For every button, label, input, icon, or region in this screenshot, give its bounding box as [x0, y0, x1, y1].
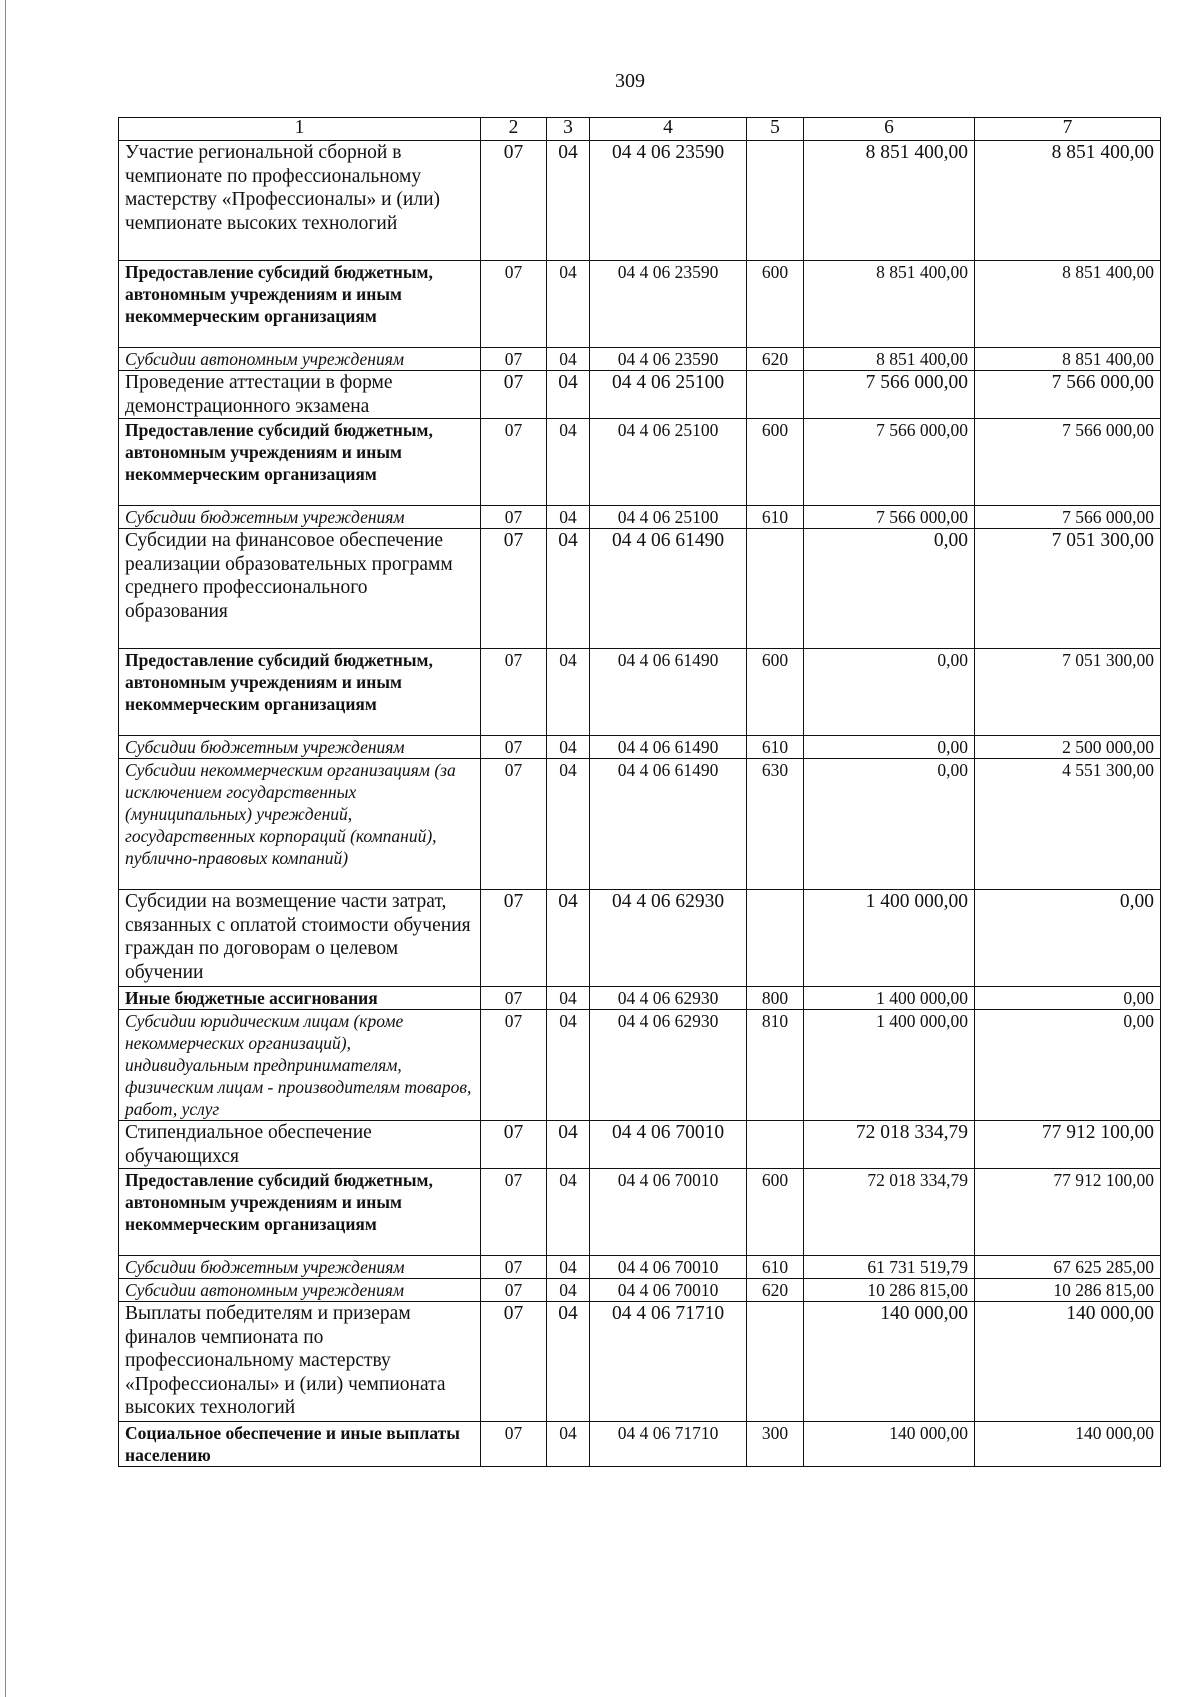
- row-value-cell-c7: 7 566 000,00: [975, 506, 1161, 529]
- row-value-cell-c2: 07: [481, 1302, 547, 1422]
- row-value-cell-c4: 04 4 06 70010: [590, 1256, 747, 1279]
- row-value-cell-c5: [747, 371, 804, 419]
- table-row: [119, 1121, 1161, 1169]
- row-name-cell: Субсидии бюджетным учреждениям: [119, 736, 481, 759]
- row-name-cell: Субсидии автономным учреждениям: [119, 1279, 481, 1302]
- column-header: 2: [481, 118, 547, 141]
- table-header-row: [119, 118, 1161, 141]
- row-value-cell-c2: 07: [481, 419, 547, 506]
- row-value-cell-c6: 0,00: [804, 736, 975, 759]
- row-value-cell-c7: 0,00: [975, 987, 1161, 1010]
- row-value-cell-c4: 04 4 06 71710: [590, 1422, 747, 1467]
- table-row: [119, 1010, 1161, 1121]
- row-value-cell-c7: 8 851 400,00: [975, 141, 1161, 261]
- row-value-cell-c4: 04 4 06 61490: [590, 649, 747, 736]
- row-value-cell-c5: 610: [747, 1256, 804, 1279]
- table-row: [119, 1169, 1161, 1256]
- row-value-cell-c2: 07: [481, 649, 547, 736]
- row-value-cell-c3: 04: [547, 529, 590, 649]
- row-value-cell-c4: 04 4 06 61490: [590, 736, 747, 759]
- row-value-cell-c5: 620: [747, 348, 804, 371]
- table-row: [119, 506, 1161, 529]
- row-value-cell-c6: 7 566 000,00: [804, 371, 975, 419]
- scan-edge-line: [5, 0, 6, 1697]
- row-value-cell-c6: 10 286 815,00: [804, 1279, 975, 1302]
- row-value-cell-c4: 04 4 06 23590: [590, 141, 747, 261]
- page-number: 309: [615, 70, 645, 92]
- row-name-cell: Субсидии юридическим лицам (кроме некоммерческих организаций), индивидуальным предпринимателям, физическим лицам - производителям товаров, работ, услуг: [119, 1010, 481, 1121]
- row-name-cell: Иные бюджетные ассигнования: [119, 987, 481, 1010]
- row-value-cell-c4: 04 4 06 25100: [590, 371, 747, 419]
- row-value-cell-c6: 7 566 000,00: [804, 506, 975, 529]
- row-name-cell: Предоставление субсидий бюджетным, автономным учреждениям и иным некоммерческим организациям: [119, 1169, 481, 1256]
- row-value-cell-c2: 07: [481, 506, 547, 529]
- row-name-cell: Выплаты победителям и призерам финалов чемпионата по профессиональному мастерству «Профессионалы» и (или) чемпионата высоких технологий: [119, 1302, 481, 1422]
- column-header: 7: [975, 118, 1161, 141]
- row-value-cell-c7: 67 625 285,00: [975, 1256, 1161, 1279]
- row-value-cell-c4: 04 4 06 25100: [590, 419, 747, 506]
- row-value-cell-c7: 10 286 815,00: [975, 1279, 1161, 1302]
- row-value-cell-c7: 7 051 300,00: [975, 529, 1161, 649]
- column-header: 4: [590, 118, 747, 141]
- row-value-cell-c6: 140 000,00: [804, 1302, 975, 1422]
- row-value-cell-c7: 8 851 400,00: [975, 261, 1161, 348]
- row-value-cell-c4: 04 4 06 23590: [590, 261, 747, 348]
- column-header: 1: [119, 118, 481, 141]
- row-value-cell-c6: 8 851 400,00: [804, 261, 975, 348]
- row-value-cell-c5: 810: [747, 1010, 804, 1121]
- row-value-cell-c4: 04 4 06 70010: [590, 1121, 747, 1169]
- table-row: [119, 759, 1161, 890]
- row-value-cell-c3: 04: [547, 1302, 590, 1422]
- row-value-cell-c6: 8 851 400,00: [804, 348, 975, 371]
- row-name-cell: Субсидии на возмещение части затрат, связанных с оплатой стоимости обучения граждан по договорам о целевом обучении: [119, 890, 481, 987]
- row-value-cell-c3: 04: [547, 1121, 590, 1169]
- row-value-cell-c2: 07: [481, 1121, 547, 1169]
- row-value-cell-c3: 04: [547, 759, 590, 890]
- row-value-cell-c6: 0,00: [804, 649, 975, 736]
- row-value-cell-c5: [747, 141, 804, 261]
- row-value-cell-c2: 07: [481, 261, 547, 348]
- row-value-cell-c2: 07: [481, 1422, 547, 1467]
- table-row: [119, 649, 1161, 736]
- row-value-cell-c7: 77 912 100,00: [975, 1121, 1161, 1169]
- row-value-cell-c2: 07: [481, 1169, 547, 1256]
- table-row: [119, 419, 1161, 506]
- row-value-cell-c7: 77 912 100,00: [975, 1169, 1161, 1256]
- row-value-cell-c3: 04: [547, 261, 590, 348]
- row-value-cell-c6: 72 018 334,79: [804, 1169, 975, 1256]
- row-value-cell-c5: 300: [747, 1422, 804, 1467]
- row-name-cell: Участие региональной сборной в чемпионате по профессиональному мастерству «Профессионалы» и (или) чемпионате высоких технологий: [119, 141, 481, 261]
- row-value-cell-c7: 2 500 000,00: [975, 736, 1161, 759]
- row-value-cell-c2: 07: [481, 1279, 547, 1302]
- row-value-cell-c7: 4 551 300,00: [975, 759, 1161, 890]
- row-name-cell: Субсидии некоммерческим организациям (за исключением государственных (муниципальных) учреждений, государственных корпораций (компаний), публично-правовых компаний): [119, 759, 481, 890]
- row-value-cell-c7: 8 851 400,00: [975, 348, 1161, 371]
- table-row: [119, 1256, 1161, 1279]
- row-value-cell-c6: 61 731 519,79: [804, 1256, 975, 1279]
- row-value-cell-c5: 600: [747, 1169, 804, 1256]
- row-value-cell-c3: 04: [547, 419, 590, 506]
- row-value-cell-c3: 04: [547, 348, 590, 371]
- row-value-cell-c5: [747, 529, 804, 649]
- row-value-cell-c3: 04: [547, 987, 590, 1010]
- row-value-cell-c4: 04 4 06 61490: [590, 759, 747, 890]
- row-value-cell-c7: 7 051 300,00: [975, 649, 1161, 736]
- row-name-cell: Проведение аттестации в форме демонстрационного экзамена: [119, 371, 481, 419]
- row-name-cell: Предоставление субсидий бюджетным, автономным учреждениям и иным некоммерческим организациям: [119, 649, 481, 736]
- row-value-cell-c3: 04: [547, 371, 590, 419]
- row-value-cell-c6: 7 566 000,00: [804, 419, 975, 506]
- row-value-cell-c3: 04: [547, 1169, 590, 1256]
- row-name-cell: Социальное обеспечение и иные выплаты населению: [119, 1422, 481, 1467]
- table-row: [119, 1422, 1161, 1467]
- row-value-cell-c2: 07: [481, 529, 547, 649]
- row-value-cell-c7: 0,00: [975, 1010, 1161, 1121]
- row-value-cell-c6: 8 851 400,00: [804, 141, 975, 261]
- row-value-cell-c6: 140 000,00: [804, 1422, 975, 1467]
- table-row: [119, 987, 1161, 1010]
- table-row: [119, 261, 1161, 348]
- table-row: [119, 141, 1161, 261]
- row-value-cell-c2: 07: [481, 141, 547, 261]
- row-value-cell-c3: 04: [547, 506, 590, 529]
- row-value-cell-c6: 72 018 334,79: [804, 1121, 975, 1169]
- row-value-cell-c5: 610: [747, 506, 804, 529]
- row-value-cell-c5: 600: [747, 261, 804, 348]
- row-value-cell-c2: 07: [481, 736, 547, 759]
- row-value-cell-c2: 07: [481, 348, 547, 371]
- row-value-cell-c5: 600: [747, 649, 804, 736]
- row-value-cell-c3: 04: [547, 736, 590, 759]
- row-value-cell-c3: 04: [547, 1279, 590, 1302]
- row-value-cell-c5: 610: [747, 736, 804, 759]
- row-value-cell-c4: 04 4 06 71710: [590, 1302, 747, 1422]
- row-value-cell-c4: 04 4 06 70010: [590, 1279, 747, 1302]
- row-value-cell-c3: 04: [547, 890, 590, 987]
- row-name-cell: Предоставление субсидий бюджетным, автономным учреждениям и иным некоммерческим организациям: [119, 261, 481, 348]
- row-value-cell-c5: [747, 1302, 804, 1422]
- row-value-cell-c4: 04 4 06 25100: [590, 506, 747, 529]
- row-value-cell-c4: 04 4 06 23590: [590, 348, 747, 371]
- column-header: 3: [547, 118, 590, 141]
- row-value-cell-c6: 1 400 000,00: [804, 890, 975, 987]
- row-value-cell-c5: 800: [747, 987, 804, 1010]
- column-header: 5: [747, 118, 804, 141]
- table-row: [119, 348, 1161, 371]
- row-value-cell-c6: 1 400 000,00: [804, 987, 975, 1010]
- row-value-cell-c3: 04: [547, 1010, 590, 1121]
- row-value-cell-c5: 600: [747, 419, 804, 506]
- row-value-cell-c4: 04 4 06 61490: [590, 529, 747, 649]
- row-value-cell-c7: 7 566 000,00: [975, 419, 1161, 506]
- row-name-cell: Субсидии бюджетным учреждениям: [119, 506, 481, 529]
- table-row: [119, 1302, 1161, 1422]
- row-name-cell: Субсидии бюджетным учреждениям: [119, 1256, 481, 1279]
- row-value-cell-c7: 140 000,00: [975, 1302, 1161, 1422]
- row-value-cell-c2: 07: [481, 1010, 547, 1121]
- row-value-cell-c4: 04 4 06 62930: [590, 890, 747, 987]
- row-value-cell-c7: 7 566 000,00: [975, 371, 1161, 419]
- row-name-cell: Стипендиальное обеспечение обучающихся: [119, 1121, 481, 1169]
- row-value-cell-c2: 07: [481, 890, 547, 987]
- row-value-cell-c7: 140 000,00: [975, 1422, 1161, 1467]
- row-value-cell-c3: 04: [547, 141, 590, 261]
- table-row: [119, 371, 1161, 419]
- row-value-cell-c6: 0,00: [804, 759, 975, 890]
- budget-table: [118, 117, 1161, 1467]
- row-value-cell-c5: [747, 1121, 804, 1169]
- row-value-cell-c2: 07: [481, 1256, 547, 1279]
- row-value-cell-c2: 07: [481, 987, 547, 1010]
- row-value-cell-c6: 1 400 000,00: [804, 1010, 975, 1121]
- row-value-cell-c3: 04: [547, 1422, 590, 1467]
- row-value-cell-c5: [747, 890, 804, 987]
- row-name-cell: Субсидии на финансовое обеспечение реализации образовательных программ среднего профессионального образования: [119, 529, 481, 649]
- row-name-cell: Субсидии автономным учреждениям: [119, 348, 481, 371]
- table-row: [119, 1279, 1161, 1302]
- row-value-cell-c2: 07: [481, 759, 547, 890]
- row-value-cell-c4: 04 4 06 62930: [590, 1010, 747, 1121]
- row-value-cell-c2: 07: [481, 371, 547, 419]
- table-row: [119, 890, 1161, 987]
- row-value-cell-c6: 0,00: [804, 529, 975, 649]
- row-value-cell-c7: 0,00: [975, 890, 1161, 987]
- row-name-cell: Предоставление субсидий бюджетным, автономным учреждениям и иным некоммерческим организациям: [119, 419, 481, 506]
- row-value-cell-c3: 04: [547, 1256, 590, 1279]
- table-row: [119, 736, 1161, 759]
- row-value-cell-c5: 630: [747, 759, 804, 890]
- row-value-cell-c4: 04 4 06 62930: [590, 987, 747, 1010]
- table-row: [119, 529, 1161, 649]
- row-value-cell-c4: 04 4 06 70010: [590, 1169, 747, 1256]
- column-header: 6: [804, 118, 975, 141]
- row-value-cell-c3: 04: [547, 649, 590, 736]
- row-value-cell-c5: 620: [747, 1279, 804, 1302]
